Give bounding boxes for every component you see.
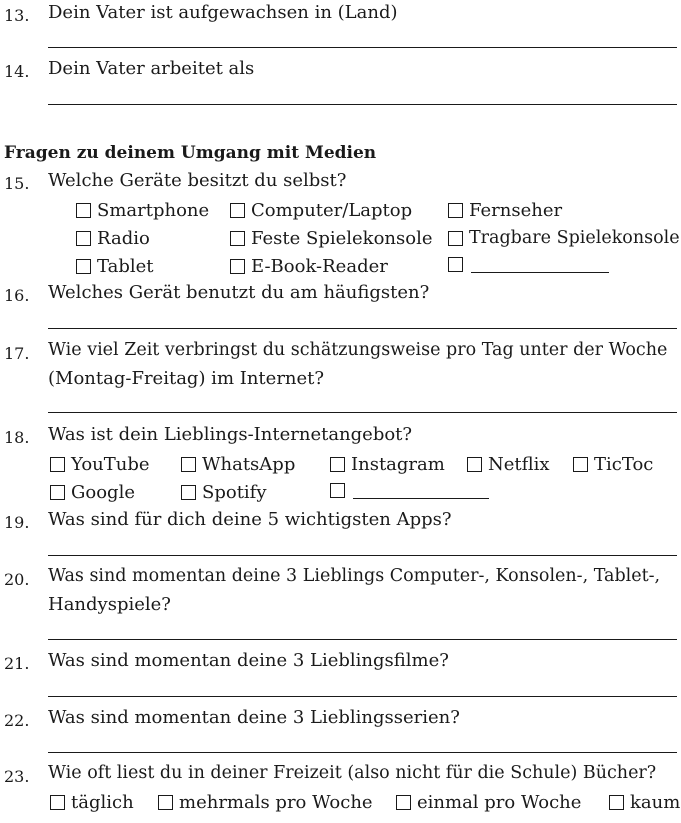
checkbox-option[interactable]: Google <box>50 482 135 503</box>
checkbox-option[interactable]: TicToc <box>573 454 653 475</box>
checkbox-option[interactable]: einmal pro Woche <box>396 792 581 813</box>
checkbox[interactable] <box>50 485 65 500</box>
question-number: 13. <box>4 6 30 25</box>
question-number: 15. <box>4 174 30 193</box>
answer-line[interactable] <box>48 328 677 329</box>
question-number: 16. <box>4 286 30 305</box>
other-blank-line[interactable] <box>471 256 609 273</box>
question-text: Dein Vater ist aufgewachsen in (Land) <box>48 2 398 23</box>
question-text: Wie oft liest du in deiner Freizeit (also nicht für die Schule) Bücher? <box>48 763 657 783</box>
checkbox[interactable] <box>76 231 91 246</box>
checkbox[interactable] <box>50 457 65 472</box>
checkbox[interactable] <box>158 795 173 810</box>
answer-line[interactable] <box>48 696 677 697</box>
question-text: Was ist dein Lieblings-Internetangebot? <box>48 424 413 445</box>
checkbox[interactable] <box>396 795 411 810</box>
checkbox-option[interactable]: Netflix <box>467 454 550 475</box>
checkbox[interactable] <box>448 203 463 218</box>
checkbox-option[interactable]: mehrmals pro Woche <box>158 792 373 813</box>
question-number: 20. <box>4 570 30 589</box>
checkbox[interactable] <box>230 203 245 218</box>
checkbox-option[interactable]: Feste Spielekonsole <box>230 228 433 249</box>
checkbox-option[interactable]: Computer/Laptop <box>230 200 412 221</box>
checkbox-option[interactable]: Smartphone <box>76 200 209 221</box>
other-blank-line[interactable] <box>353 482 489 499</box>
question-text: Welche Geräte besitzt du selbst? <box>48 170 347 191</box>
checkbox[interactable] <box>467 457 482 472</box>
checkbox[interactable] <box>181 457 196 472</box>
question-number: 18. <box>4 428 30 447</box>
question-number: 22. <box>4 711 30 730</box>
checkbox[interactable] <box>330 457 345 472</box>
checkbox-option[interactable]: Radio <box>76 228 150 249</box>
answer-line[interactable] <box>48 555 677 556</box>
checkbox[interactable] <box>448 257 463 272</box>
checkbox[interactable] <box>230 231 245 246</box>
checkbox-option-other[interactable] <box>330 482 489 499</box>
question-text: Wie viel Zeit verbringst du schätzungsweise pro Tag unter der Woche <box>48 340 668 360</box>
question-text: Was sind für dich deine 5 wichtigsten Apps? <box>48 509 452 530</box>
checkbox[interactable] <box>448 231 463 246</box>
checkbox[interactable] <box>609 795 624 810</box>
checkbox[interactable] <box>50 795 65 810</box>
checkbox-option[interactable]: Fernseher <box>448 200 562 221</box>
checkbox-option[interactable]: Instagram <box>330 454 445 475</box>
question-number: 14. <box>4 62 30 81</box>
question-text: Welches Gerät benutzt du am häufigsten? <box>48 282 430 303</box>
answer-line[interactable] <box>48 639 677 640</box>
question-text: Was sind momentan deine 3 Lieblings Computer-, Konsolen-, Tablet-, <box>48 566 661 586</box>
checkbox-option-other[interactable] <box>448 256 609 273</box>
question-number: 19. <box>4 513 30 532</box>
checkbox[interactable] <box>573 457 588 472</box>
question-text: Was sind momentan deine 3 Lieblingsfilme? <box>48 650 449 671</box>
checkbox-option[interactable]: täglich <box>50 792 134 813</box>
checkbox-option[interactable]: E-Book-Reader <box>230 256 388 277</box>
answer-line[interactable] <box>48 47 677 48</box>
checkbox[interactable] <box>230 259 245 274</box>
checkbox-option[interactable]: kaum <box>609 792 680 813</box>
question-number: 17. <box>4 344 30 363</box>
answer-line[interactable] <box>48 104 677 105</box>
checkbox[interactable] <box>330 483 345 498</box>
checkbox[interactable] <box>181 485 196 500</box>
checkbox-option[interactable]: YouTube <box>50 454 150 475</box>
checkbox-option[interactable]: Tablet <box>76 256 154 277</box>
answer-line[interactable] <box>48 752 677 753</box>
question-text-cont: (Montag-Freitag) im Internet? <box>48 368 325 389</box>
question-number: 21. <box>4 654 30 673</box>
checkbox[interactable] <box>76 259 91 274</box>
answer-line[interactable] <box>48 412 677 413</box>
question-text: Was sind momentan deine 3 Lieblingsserien? <box>48 707 460 728</box>
checkbox-option[interactable]: WhatsApp <box>181 454 295 475</box>
checkbox-option[interactable]: Tragbare Spielekonsole <box>448 228 680 248</box>
checkbox[interactable] <box>76 203 91 218</box>
section-heading: Fragen zu deinem Umgang mit Medien <box>4 143 377 163</box>
question-text-cont: Handyspiele? <box>48 594 171 615</box>
checkbox-option[interactable]: Spotify <box>181 482 267 503</box>
question-text: Dein Vater arbeitet als <box>48 58 255 79</box>
question-number: 23. <box>4 767 30 786</box>
